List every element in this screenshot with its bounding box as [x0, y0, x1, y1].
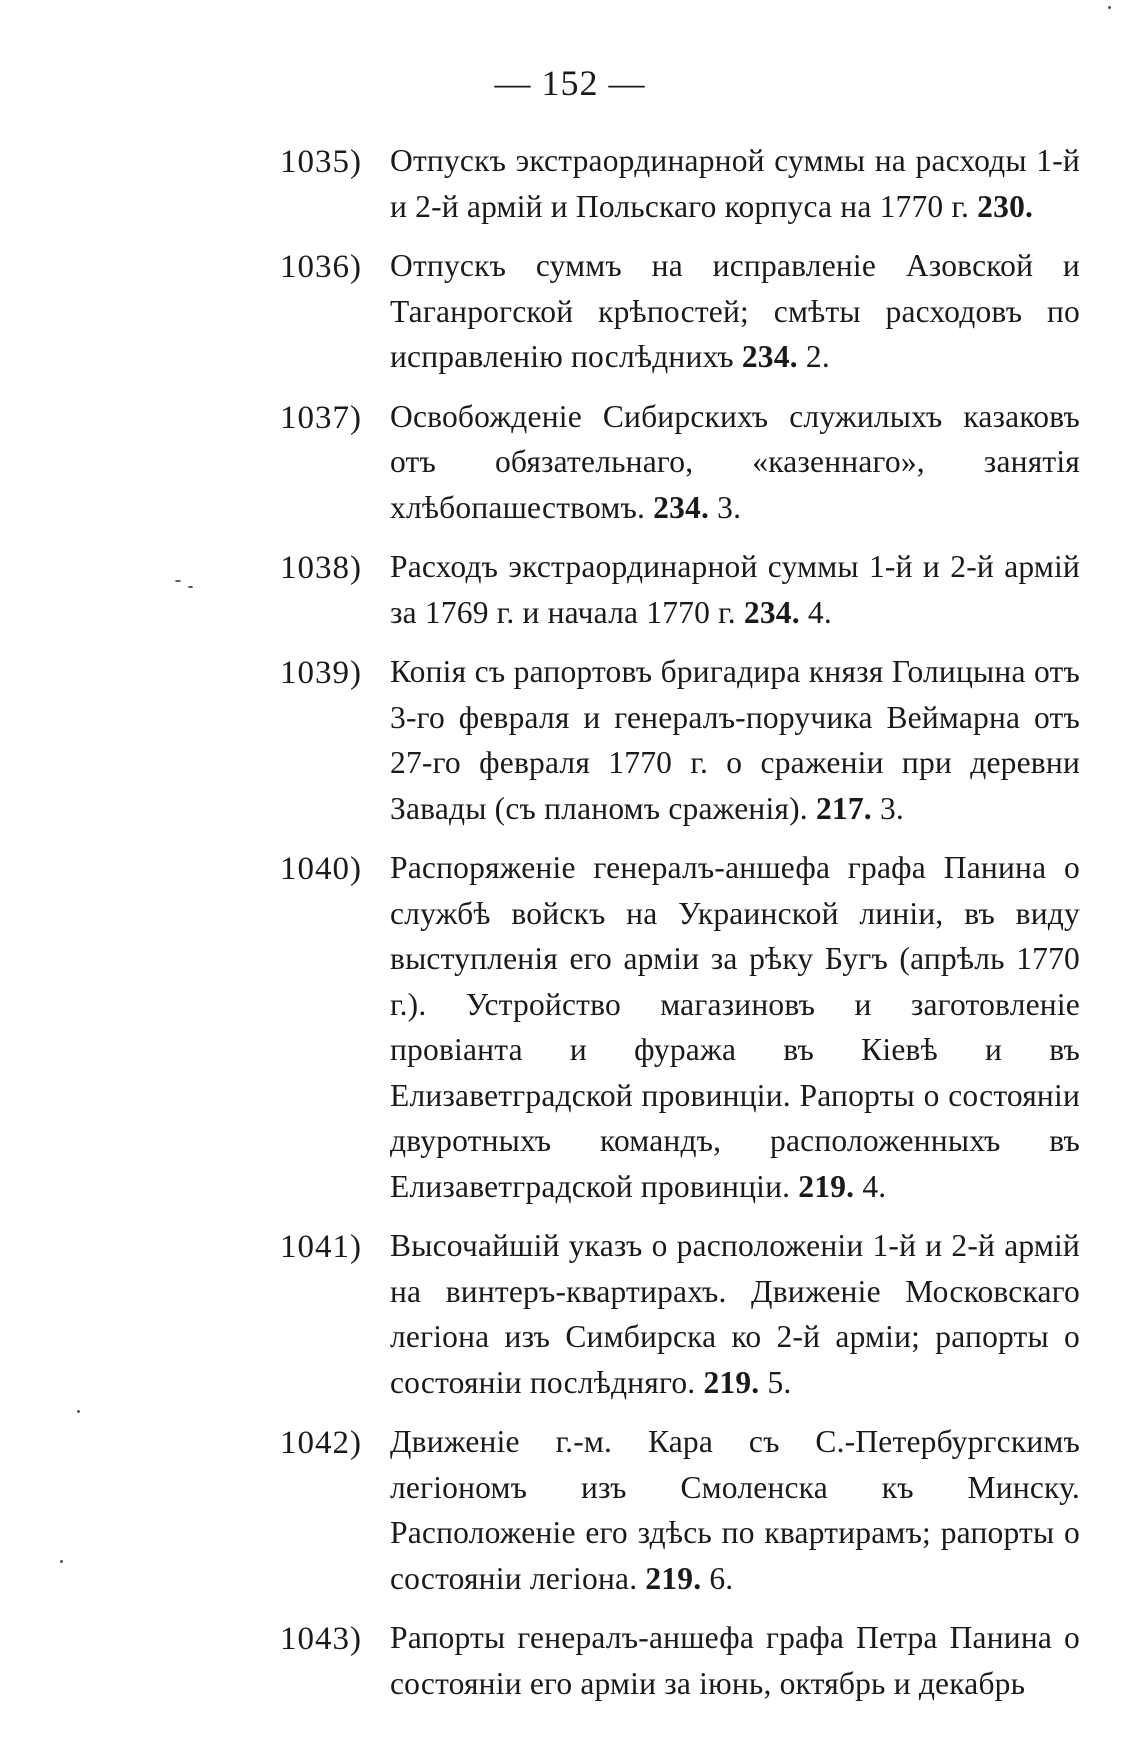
entry-1036: [280, 243, 1080, 380]
entry-description: Отпускъ суммъ на исправленіе Азовской и Таганрогской крѣпостей; смѣты расходовъ по исправленію послѣднихъ: [390, 248, 1080, 374]
entry-number: 1043): [280, 1621, 362, 1657]
entry-description: Движеніе г.-м. Кара съ С.-Петербургскимъ легіономъ изъ Смоленска къ Минску. Расположеніе его здѣсь по квартирамъ; рапорты о состояніи легіона.: [390, 1424, 1080, 1596]
entry-description: Высочайшій указъ о расположеніи 1-й и 2-й армій на винтеръ-квартирахъ. Движеніе Московскаго легіона изъ Симбирска ко 2-й арміи; рапорты о состояніи послѣдняго.: [390, 1228, 1080, 1400]
entry-reference-tail: 4.: [862, 1168, 887, 1204]
entry-reference-tail: 4.: [807, 594, 832, 630]
entry-number: 1036): [280, 249, 362, 285]
entry-description: Рапорты генералъ-аншефа графа Петра Панина о состояніи его арміи за іюнь, октябрь и декабрь: [390, 1620, 1080, 1701]
entry-number: 1038): [280, 550, 362, 586]
entry-text: [390, 243, 1080, 380]
page-number: — 152 —: [494, 63, 646, 103]
entry-number: 1035): [280, 144, 362, 180]
entry-text: [390, 1615, 1080, 1706]
entry-reference-tail: 2.: [805, 339, 830, 374]
entry-text: [390, 1419, 1080, 1601]
entry-reference: 230.: [977, 188, 1034, 224]
entry-text: [390, 544, 1080, 635]
entry-1035: [280, 138, 1080, 229]
entry-text: [390, 394, 1080, 531]
entry-1042: [280, 1419, 1080, 1601]
entry-text: [390, 649, 1080, 831]
entries-list: [280, 138, 1080, 1720]
entry-number: 1039): [280, 655, 362, 691]
entry-1040: [280, 845, 1080, 1209]
entry-description: Отпускъ экстраординарной суммы на расходы 1-й и 2-й армій и Польскаго корпуса на 1770 г.: [390, 143, 1080, 224]
entry-number: 1042): [280, 1425, 362, 1461]
entry-description: Расходъ экстраординарной суммы 1-й и 2-й армій за 1769 г. и начала 1770 г.: [390, 549, 1080, 630]
entry-1038: [280, 544, 1080, 635]
entry-1043: [280, 1615, 1080, 1706]
entry-number: 1041): [280, 1229, 362, 1265]
entry-description: Распоряженіе генералъ-аншефа графа Панина о службѣ войскъ на Украинской линіи, въ виду выступленія его арміи за рѣку Бугъ (апрѣль 1770 г.). Устройство магазиновъ и заготовленіе провіанта и фуража въ Кіевѣ и въ Елизаветградской провинціи. Рапорты о состояніи двуротныхъ командъ, расположенныхъ въ Елизаветградской провинціи.: [390, 850, 1080, 1204]
scan-speck: [188, 586, 193, 588]
entry-reference: 219.: [645, 1560, 702, 1596]
entry-description: Копія съ рапортовъ бригадира князя Голицына отъ 3-го февраля и генералъ-поручика Веймарна отъ 27-го февраля 1770 г. о сраженіи при деревни Завады (съ планомъ сраженія).: [390, 654, 1080, 826]
entry-reference-tail: 6.: [709, 1560, 734, 1596]
entry-description: Освобожденіе Сибирскихъ служилыхъ казаковъ отъ обязательнаго, «казеннаго», занятія хлѣбопашествомъ.: [390, 398, 1080, 525]
entry-reference: 219.: [798, 1168, 855, 1204]
entry-text: [390, 138, 1080, 229]
entry-1041: [280, 1223, 1080, 1405]
entry-reference: 234.: [741, 339, 798, 374]
entry-text: [390, 845, 1080, 1209]
scan-speck: [77, 1410, 80, 1413]
scan-speck: [60, 1560, 63, 1563]
entry-1037: [280, 394, 1080, 531]
scan-speck: [175, 580, 181, 582]
entry-reference: 234.: [653, 489, 710, 525]
entry-reference-tail: 5.: [767, 1364, 792, 1400]
entry-reference: 217.: [815, 790, 872, 826]
entry-reference-tail: 3.: [879, 790, 904, 826]
entry-reference: 234.: [743, 594, 800, 630]
entry-1039: [280, 649, 1080, 831]
entry-reference: 219.: [703, 1364, 760, 1400]
entry-number: 1037): [280, 399, 362, 436]
scan-speck: [1108, 6, 1111, 9]
entry-number: 1040): [280, 851, 362, 887]
entry-text: [390, 1223, 1080, 1405]
entry-reference-tail: 3.: [717, 489, 742, 525]
